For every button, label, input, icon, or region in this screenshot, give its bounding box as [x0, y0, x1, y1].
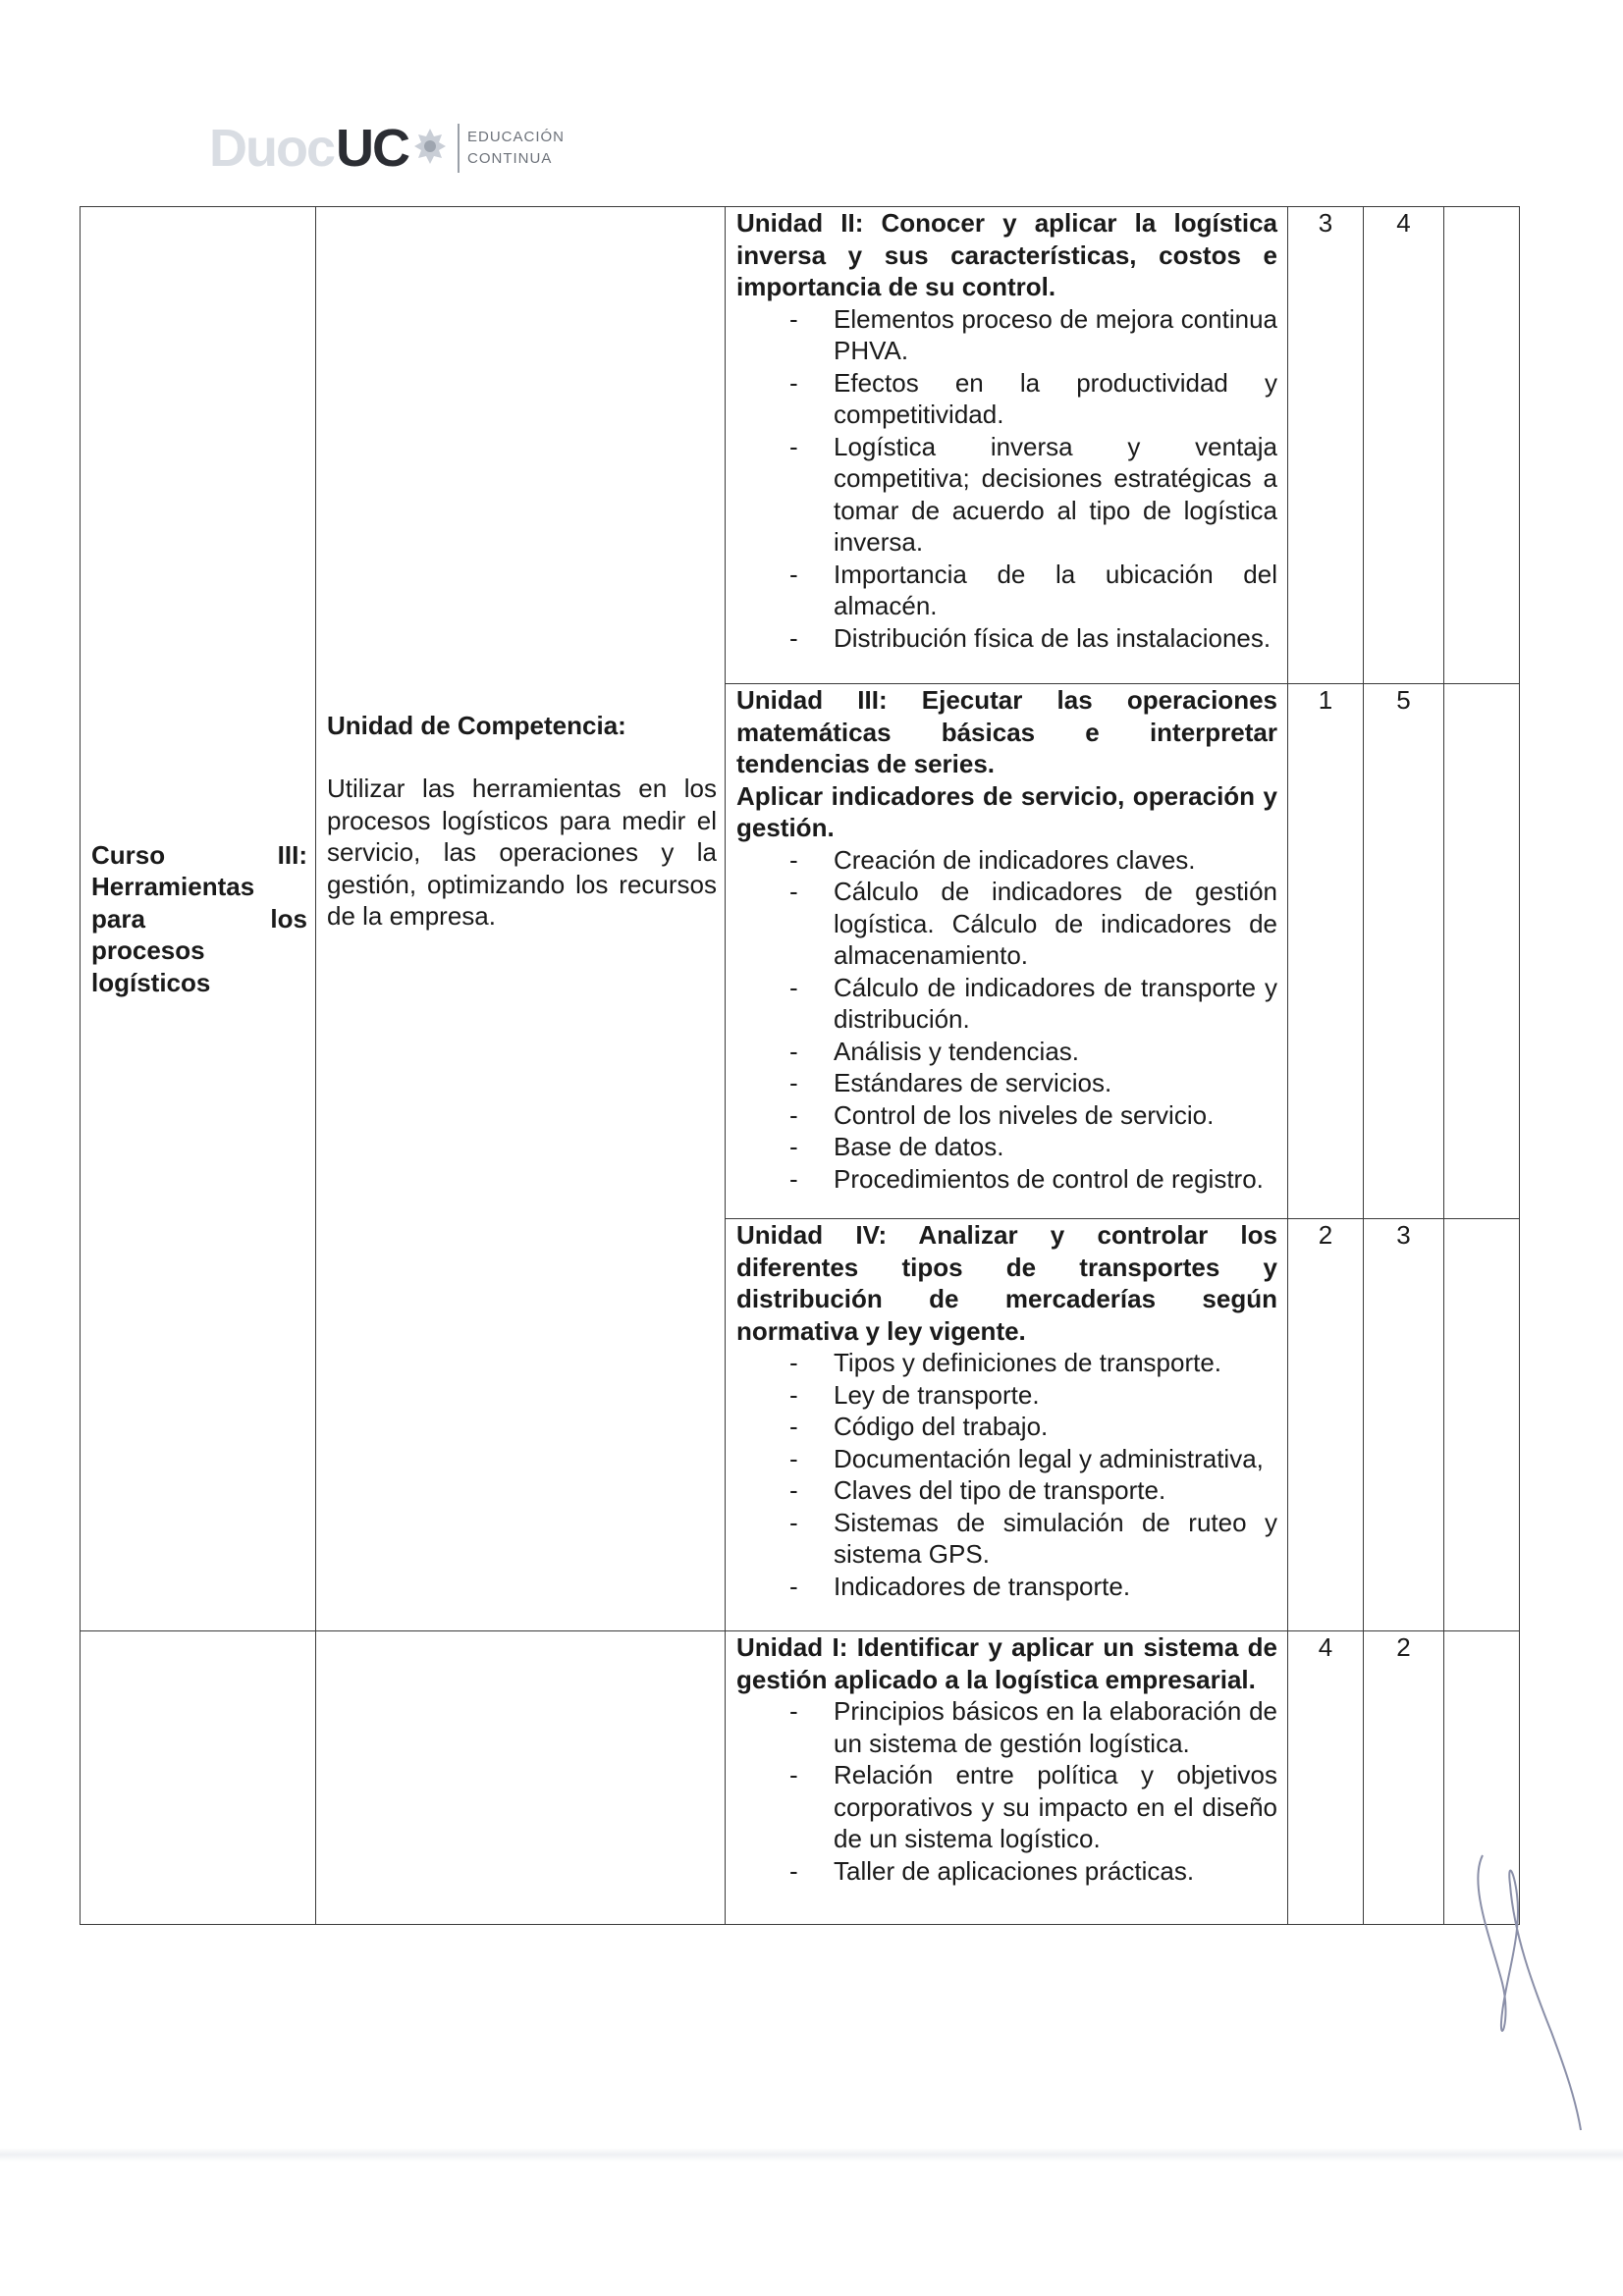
unit-title: Unidad III: Ejecutar las operaciones matemáticas básicas e interpretar tendencias de series. — [736, 685, 1277, 778]
list-item: - Taller de aplicaciones prácticas. — [736, 1855, 1277, 1888]
table-row — [81, 1631, 1520, 1925]
value-cell: 2 — [1364, 1631, 1444, 1925]
list-item: - Cálculo de indicadores de gestión logística. Cálculo de indicadores de almacenamiento. — [736, 876, 1277, 972]
unit-cell — [726, 207, 1288, 684]
unit-items — [736, 1695, 1277, 1887]
list-item: - Procedimientos de control de registro. — [736, 1163, 1277, 1196]
value-cell: 1 — [1288, 684, 1364, 1219]
empty-cell — [1444, 684, 1520, 1219]
list-item: - Sistemas de simulación de ruteo y sistema GPS. — [736, 1507, 1277, 1571]
value-cell: 3 — [1288, 207, 1364, 684]
university-seal-icon — [412, 127, 448, 171]
unit-cell — [726, 1219, 1288, 1631]
list-item: - Documentación legal y administrativa, — [736, 1443, 1277, 1475]
logo-subtitle — [467, 127, 565, 170]
list-item: - Creación de indicadores claves. — [736, 844, 1277, 877]
list-item: - Efectos en la productividad y competitividad. — [736, 367, 1277, 431]
logo-sub-line2: CONTINUA — [467, 150, 553, 167]
competency-text: Utilizar las herramientas en los procesos logísticos para medir el servicio, las operaciones y la gestión, optimizando los recursos de la empresa. — [327, 774, 717, 931]
list-item: - Análisis y tendencias. — [736, 1036, 1277, 1068]
competency-block — [327, 710, 717, 933]
competency-cell — [316, 207, 726, 1631]
competency-title: Unidad de Competencia: — [327, 710, 626, 740]
course-name: Curso III: Herramientas para los procesos logísticos — [91, 839, 307, 997]
list-item: - Control de los niveles de servicio. — [736, 1099, 1277, 1132]
unit-cell — [726, 1631, 1288, 1925]
list-item: - Elementos proceso de mejora continua PHVA. — [736, 303, 1277, 367]
value-cell: 4 — [1288, 1631, 1364, 1925]
handwritten-signature — [1463, 1826, 1591, 2140]
value-cell: 2 — [1288, 1219, 1364, 1631]
list-item: - Importancia de la ubicación del almacén. — [736, 559, 1277, 622]
list-item: - Claves del tipo de transporte. — [736, 1474, 1277, 1507]
value-cell: 4 — [1364, 207, 1444, 684]
unit-title: Unidad IV: Analizar y controlar los diferentes tipos de transportes y distribución de mercaderías según normativa y ley vigente. — [736, 1220, 1277, 1346]
unit-title: Unidad I: Identificar y aplicar un sistema de gestión aplicado a la logística empresarial. — [736, 1632, 1277, 1694]
unit-subtitle: Aplicar indicadores de servicio, operación y gestión. — [736, 780, 1277, 842]
logo-divider — [458, 124, 460, 173]
list-item: - Principios básicos en la elaboración de un sistema de gestión logística. — [736, 1695, 1277, 1759]
list-item: - Logística inversa y ventaja competitiva; decisiones estratégicas a tomar de acuerdo al tipo de logística inversa. — [736, 431, 1277, 559]
list-item: - Tipos y definiciones de transporte. — [736, 1347, 1277, 1379]
list-item: - Estándares de servicios. — [736, 1067, 1277, 1099]
list-item: - Cálculo de indicadores de transporte y distribución. — [736, 972, 1277, 1036]
table-row — [81, 207, 1520, 684]
list-item: - Distribución física de las instalaciones. — [736, 622, 1277, 655]
course-units-table — [80, 206, 1520, 1925]
unit-title: Unidad II: Conocer y aplicar la logística inversa y sus características, costos e importancia de su control. — [736, 208, 1277, 301]
value-cell: 5 — [1364, 684, 1444, 1219]
unit-items — [736, 303, 1277, 655]
empty-cell — [81, 1631, 316, 1925]
scan-artifact — [0, 2148, 1623, 2162]
value-cell: 3 — [1364, 1219, 1444, 1631]
empty-cell — [1444, 1219, 1520, 1631]
unit-items — [736, 844, 1277, 1196]
logo-uc-text: UC — [336, 119, 408, 178]
logo-duoc-text: Duoc — [209, 119, 334, 178]
unit-items — [736, 1347, 1277, 1602]
empty-cell — [316, 1631, 726, 1925]
empty-cell — [1444, 207, 1520, 684]
unit-cell — [726, 684, 1288, 1219]
list-item: - Relación entre política y objetivos corporativos y su impacto en el diseño de un sistema logístico. — [736, 1759, 1277, 1855]
list-item: - Ley de transporte. — [736, 1379, 1277, 1412]
list-item: - Indicadores de transporte. — [736, 1571, 1277, 1603]
course-cell — [81, 207, 316, 1631]
list-item: - Código del trabajo. — [736, 1411, 1277, 1443]
list-item: - Base de datos. — [736, 1131, 1277, 1163]
logo-sub-line1: EDUCACIÓN — [467, 129, 566, 145]
duoc-uc-logo — [209, 118, 565, 179]
